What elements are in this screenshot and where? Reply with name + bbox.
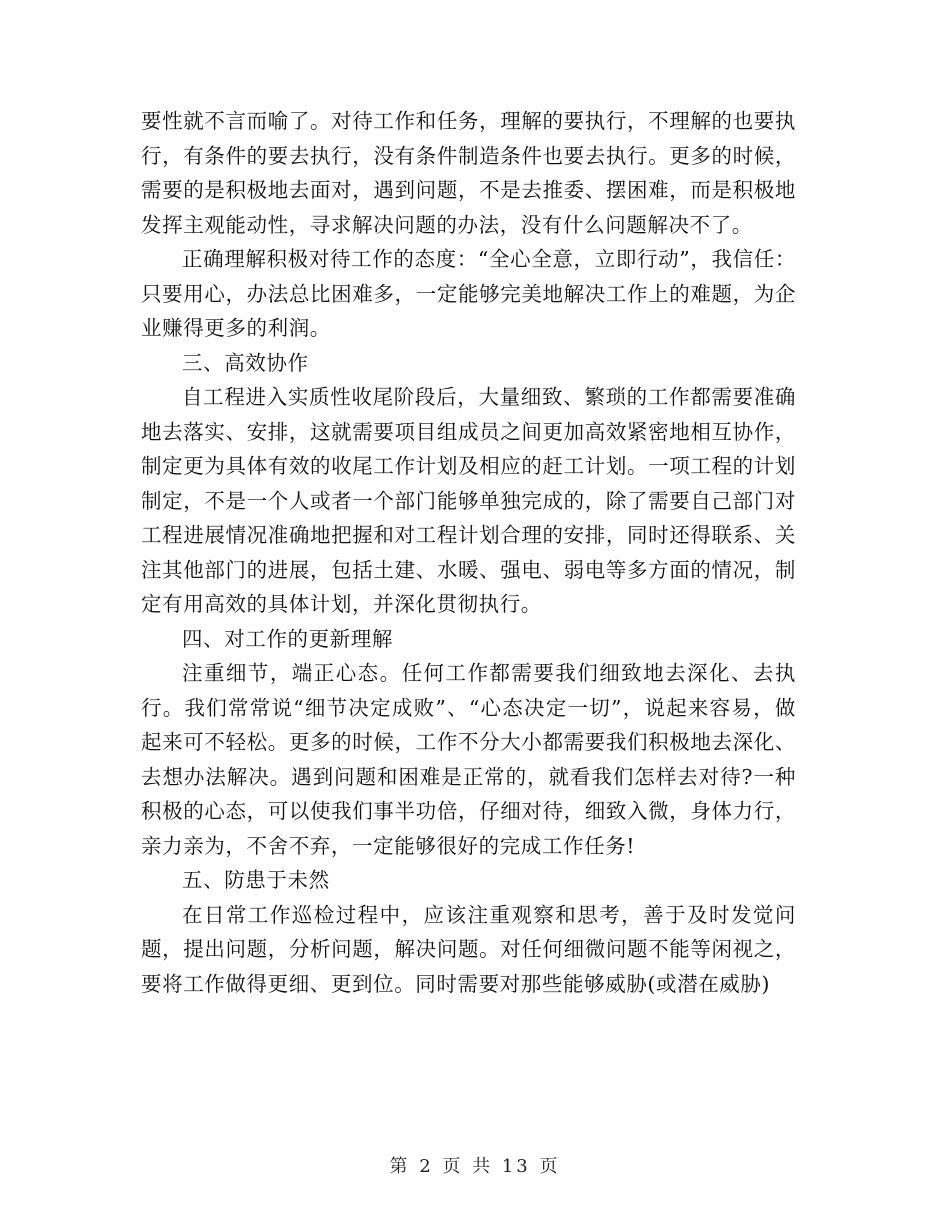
section-heading-3: 三、高效协作 [182, 350, 309, 375]
section-heading-5: 五、防患于未然 [182, 868, 330, 892]
paragraph-continuation: 要性就不言而喻了。对待工作和任务，理解的要执行，不理解的也要执行，有条件的要去执行，没有条件制造条件也要去执行。更多的时候，需要的是积极地去面对，遇到问题，不是去推委、摆困难，而是积极地发挥主观能动性，寻求解决问题的办法，没有什么问题解决不了。 [141, 109, 796, 237]
section-heading-4: 四、对工作的更新理解 [182, 626, 393, 651]
paragraph-attitude: 正确理解积极对待工作的态度：“全心全意，立即行动”，我信任：只要用心，办法总比困难多，一定能够完美地解决工作上的难题，为企业赚得更多的利润。 [141, 247, 796, 340]
paragraph-prevention: 在日常工作巡检过程中，应该注重观察和思考，善于及时发觉问题，提出问题，分析问题，解决问题。对任何细微问题不能等闲视之，要将工作做得更细、更到位。同时需要对那些能够威胁(或潜在威胁) [141, 902, 796, 996]
page-number-footer: 第 2 页 共 13 页 [389, 1156, 561, 1177]
paragraph-understanding: 注重细节，端正心态。任何工作都需要我们细致地去深化、去执行。我们常常说“细节决定成败”、“心态决定一切”，说起来容易，做起来可不轻松。更多的时候，工作不分大小都需要我们积极地去深化、去想办法解决。遇到问题和困难是正常的，就看我们怎样去对待?一种积极的心态，可以使我们事半功倍，仔细对待，细致入微，身体力行，亲力亲为，不舍不弃，一定能够很好的完成工作任务! [141, 661, 796, 858]
document-body [141, 104, 796, 1001]
paragraph-collaboration: 自工程进入实质性收尾阶段后，大量细致、繁琐的工作都需要准确地去落实、安排，这就需要项目组成员之间更加高效紧密地相互协作，制定更为具体有效的收尾工作计划及相应的赶工计划。一项工程的计划制定，不是一个人或者一个部门能够单独完成的，除了需要自己部门对工程进展情况准确地把握和对工程计划合理的安排，同时还得联系、关注其他部门的进展，包括土建、水暖、强电、弱电等多方面的情况，制定有用高效的具体计划，并深化贯彻执行。 [141, 385, 796, 616]
